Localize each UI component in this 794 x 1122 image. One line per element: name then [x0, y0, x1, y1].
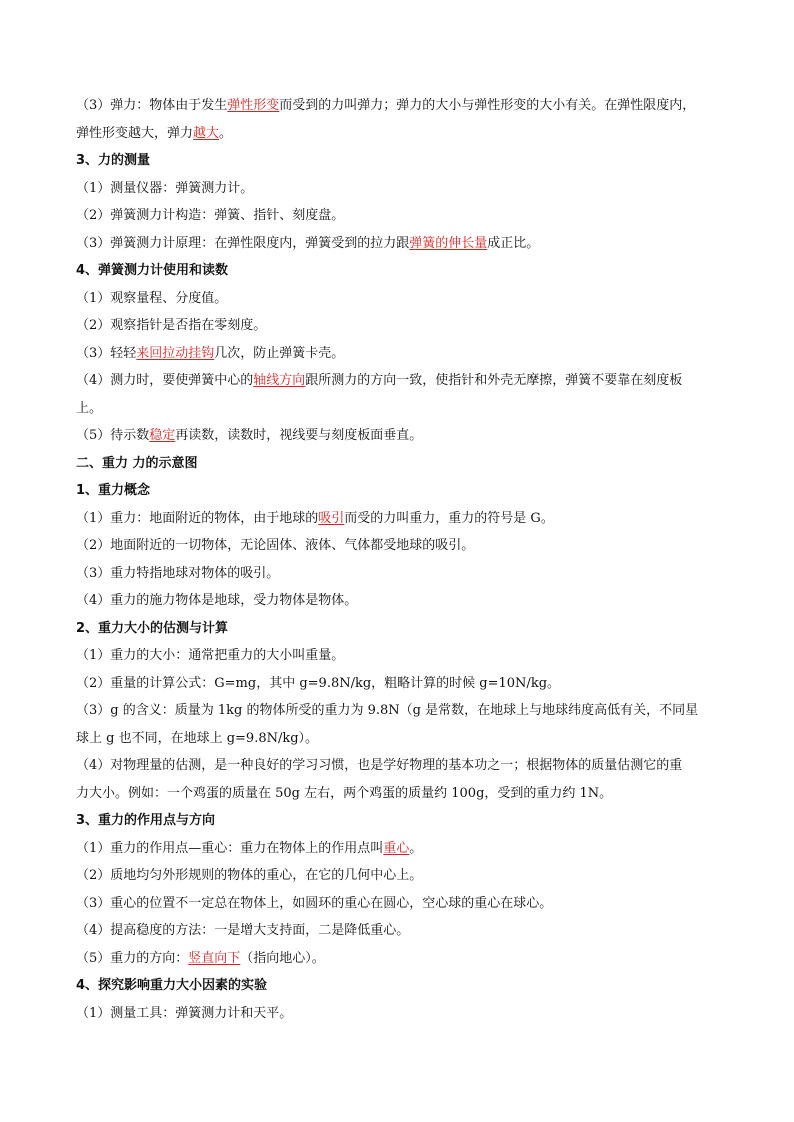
fill-in-answer: 竖直向下: [188, 950, 241, 966]
paragraph-line: [76, 202, 728, 230]
section-heading: [76, 972, 728, 1000]
text-run: （3）轻轻: [76, 345, 137, 361]
fill-in-answer: 来回拉动挂钩: [136, 345, 215, 361]
text-run: （3）g 的含义：质量为 1kg 的物体所受的重力为 9.8N（g 是常数，在地球上与地球纬度高低有关，不同星: [76, 703, 699, 718]
section-heading: [76, 257, 728, 285]
text-run: 2、重力大小的估测与计算: [76, 620, 229, 636]
section-heading: [76, 147, 728, 175]
text-run: 弹性形变越大，弹力: [76, 125, 194, 141]
text-run: （1）观察量程、分度值。: [76, 290, 228, 306]
paragraph-line: [76, 1000, 728, 1028]
text-run: 上。: [76, 400, 103, 416]
paragraph-line: [76, 560, 728, 588]
text-run: （2）观察指针是否指在零刻度。: [76, 318, 267, 333]
text-run: 几次，防止弹簧卡壳。: [214, 345, 345, 361]
text-run: 4、弹簧测力计使用和读数: [76, 263, 229, 278]
text-run: 1、重力概念: [76, 483, 151, 498]
paragraph-line: [76, 505, 728, 533]
paragraph-line: [76, 120, 728, 148]
text-run: （4）对物理量的估测，是一种良好的学习习惯，也是学好物理的基本功之一；根据物体的质量估测它的重: [76, 758, 683, 773]
text-run: 而受的力叫重力，重力的符号是 G。: [344, 510, 554, 526]
text-run: （4）重力的施力物体是地球，受力物体是物体。: [76, 593, 358, 608]
paragraph-line: [76, 175, 728, 203]
text-run: （1）测量工具：弹簧测力计和天平。: [76, 1005, 293, 1021]
document-page: [76, 92, 728, 1027]
fill-in-answer: 轴线方向: [253, 373, 306, 388]
text-run: （4）测力时，要使弹簧中心的: [76, 373, 254, 388]
text-run: （3）弹簧测力计原理：在弹性限度内，弹簧受到的拉力跟: [76, 235, 410, 251]
text-run: （4）提高稳度的方法：一是增大支持面，二是降低重心。: [76, 923, 410, 938]
paragraph-line: [76, 230, 728, 258]
text-run: （1）测量仪器：弹簧测力计。: [76, 180, 254, 196]
text-run: （3）重力特指地球对物体的吸引。: [76, 565, 280, 581]
paragraph-line: [76, 312, 728, 340]
text-run: （2）重量的计算公式：G=mg，其中 g=9.8N/kg，粗略计算的时候 g=10N/kg。: [76, 675, 561, 691]
text-run: （5）重力的方向：: [76, 950, 189, 966]
text-run: 力大小。例如：一个鸡蛋的质量在 50g 左右，两个鸡蛋的质量约 100g，受到的重力约 1N。: [76, 785, 613, 801]
paragraph-line: [76, 285, 728, 313]
section-heading: [76, 615, 728, 643]
paragraph-line: [76, 642, 728, 670]
paragraph-line: [76, 862, 728, 890]
text-run: 而受到的力叫弹力；弹力的大小与弹性形变的大小有关。在弹性限度内，: [279, 98, 696, 113]
section-heading: [76, 477, 728, 505]
text-run: 再读数，读数时，视线要与刻度板面垂直。: [175, 428, 423, 443]
paragraph-line: [76, 917, 728, 945]
text-run: （1）重力的作用点—重心：重力在物体上的作用点叫: [76, 840, 384, 856]
paragraph-line: [76, 422, 728, 450]
paragraph-line: [76, 780, 728, 808]
text-run: 3、力的测量: [76, 153, 151, 168]
paragraph-line: [76, 367, 728, 395]
section-heading: [76, 450, 728, 478]
text-run: （3）弹力：物体由于发生: [76, 98, 228, 113]
section-heading: [76, 807, 728, 835]
paragraph-line: [76, 395, 728, 423]
text-run: 4、探究影响重力大小因素的实验: [76, 978, 268, 993]
text-run: 球上 g 也不同，在地球上 g=9.8N/kg）。: [76, 730, 319, 746]
text-run: 3、重力的作用点与方向: [76, 813, 216, 828]
paragraph-line: [76, 340, 728, 368]
paragraph-line: [76, 697, 728, 725]
paragraph-line: [76, 92, 728, 120]
text-run: 二、重力 力的示意图: [76, 455, 198, 471]
text-run: 跟所测力的方向一致，使指针和外壳无摩擦，弹簧不要靠在刻度板: [305, 373, 683, 388]
paragraph-line: [76, 835, 728, 863]
text-run: （2）质地均匀外形规则的物体的重心，在它的几何中心上。: [76, 868, 423, 883]
text-run: （1）重力的大小：通常把重力的大小叫重量。: [76, 648, 345, 663]
text-run: （2）弹簧测力计构造：弹簧、指针、刻度盘。: [76, 208, 345, 223]
text-run: 成正比。: [487, 235, 540, 251]
fill-in-answer: 弹簧的伸长量: [409, 235, 488, 251]
paragraph-line: [76, 670, 728, 698]
paragraph-line: [76, 587, 728, 615]
text-run: （2）地面附近的一切物体，无论固体、液体、气体都受地球的吸引。: [76, 538, 475, 553]
text-run: 。: [409, 840, 423, 856]
paragraph-line: [76, 945, 728, 973]
paragraph-line: [76, 532, 728, 560]
paragraph-line: [76, 725, 728, 753]
text-run: （指向地心）。: [240, 950, 325, 966]
fill-in-answer: 吸引: [318, 510, 345, 526]
fill-in-answer: 重心: [383, 840, 410, 856]
text-run: （5）待示数: [76, 428, 150, 443]
text-run: （3）重心的位置不一定总在物体上，如圆环的重心在圆心，空心球的重心在球心。: [76, 895, 553, 911]
text-run: 。: [219, 125, 233, 141]
paragraph-line: [76, 890, 728, 918]
fill-in-answer: 弹性形变: [227, 98, 280, 113]
paragraph-line: [76, 752, 728, 780]
text-run: （1）重力：地面附近的物体，由于地球的: [76, 510, 319, 526]
fill-in-answer: 稳定: [149, 428, 176, 443]
fill-in-answer: 越大: [193, 125, 220, 141]
